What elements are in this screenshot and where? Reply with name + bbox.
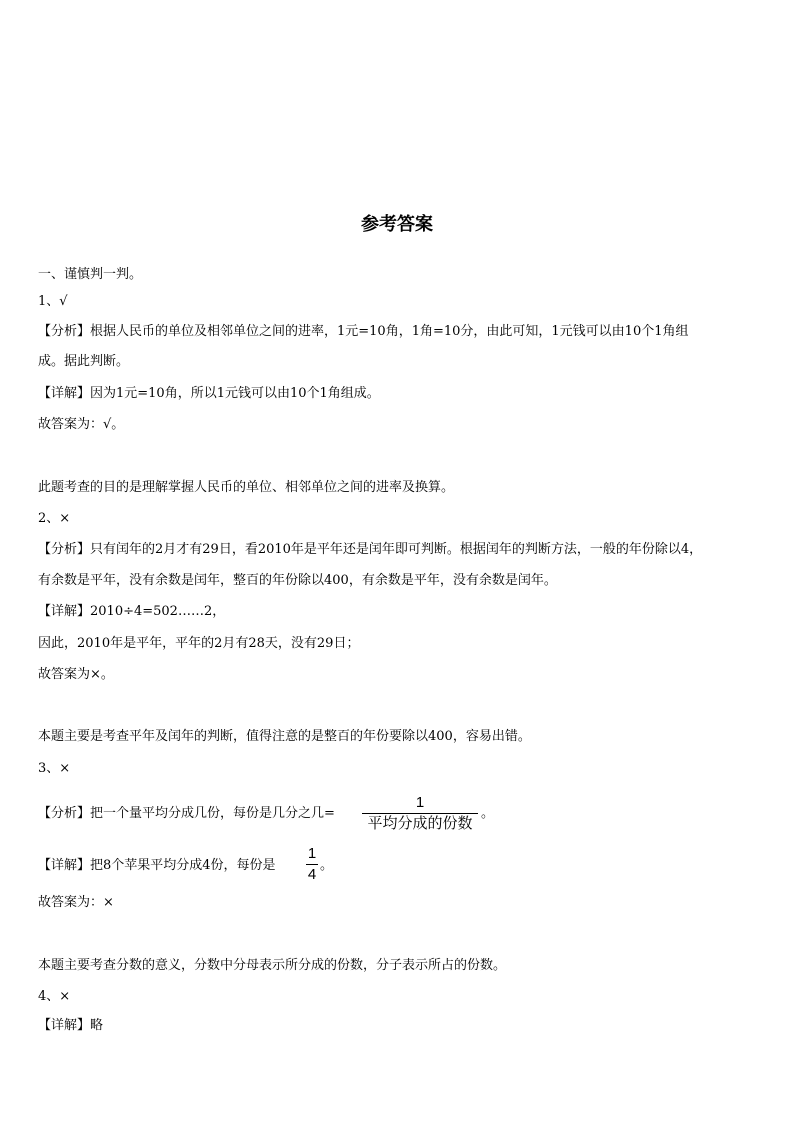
q2-analysis-line2: 有余数是平年，没有余数是闰年，整百的年份除以400，有余数是平年，没有余数是闰年。 [38, 573, 557, 588]
fraction-numerator: 1 [307, 845, 317, 862]
q3-detail: 【详解】把8个苹果平均分成4份，每份是 [38, 858, 276, 873]
q3-answer: 故答案为：× [38, 895, 114, 910]
q4-head: 4、× [38, 989, 71, 1004]
q3-analysis: 【分析】把一个量平均分成几份，每份是几分之几= [38, 806, 335, 821]
q3-analysis-fraction [362, 794, 478, 833]
q4-detail: 【详解】略 [38, 1018, 104, 1033]
q2-analysis-line1: 【分析】只有闰年的2月才有29日，看2010年是平年还是闰年即可判断。根据闰年的判断方法，一般的年份除以4， [38, 542, 703, 557]
q3-head: 3、× [38, 761, 71, 776]
q2-detail-line1: 【详解】2010÷4=502……2， [38, 604, 226, 619]
q2-answer: 故答案为×。 [38, 667, 114, 682]
q1-head: 1、√ [38, 294, 68, 309]
q2-head: 2、× [38, 511, 71, 526]
fraction-bar [306, 864, 318, 865]
q3-detail-fraction [306, 845, 318, 884]
fraction-denominator: 平均分成的份数 [367, 815, 473, 832]
fraction-bar [362, 813, 478, 814]
q1-answer: 故答案为：√。 [38, 417, 125, 432]
fraction-denominator: 4 [307, 866, 317, 883]
page-title: 参考答案 [361, 214, 433, 235]
q3-detail-end: 。 [320, 858, 334, 873]
q1-summary: 此题考查的目的是理解掌握人民币的单位、相邻单位之间的进率及换算。 [38, 480, 455, 495]
q2-detail-line2: 因此，2010年是平年，平年的2月有28天，没有29日； [38, 636, 360, 651]
q1-analysis-line2: 成。据此判断。 [38, 354, 130, 369]
fraction-numerator: 1 [415, 794, 425, 811]
q2-summary: 本题主要是考查平年及闰年的判断，值得注意的是整百的年份要除以400，容易出错。 [38, 729, 531, 744]
section-heading: 一、谨慎判一判。 [38, 267, 143, 282]
q3-analysis-end: 。 [481, 806, 495, 821]
q1-detail: 【详解】因为1元=10角，所以1元钱可以由10个1角组成。 [38, 386, 380, 401]
q1-analysis-line1: 【分析】根据人民币的单位及相邻单位之间的进率，1元=10角，1角=10分，由此可知，1元钱可以由10个1角组 [38, 324, 689, 339]
q3-summary: 本题主要考查分数的意义，分数中分母表示所分成的份数，分子表示所占的份数。 [38, 958, 507, 973]
